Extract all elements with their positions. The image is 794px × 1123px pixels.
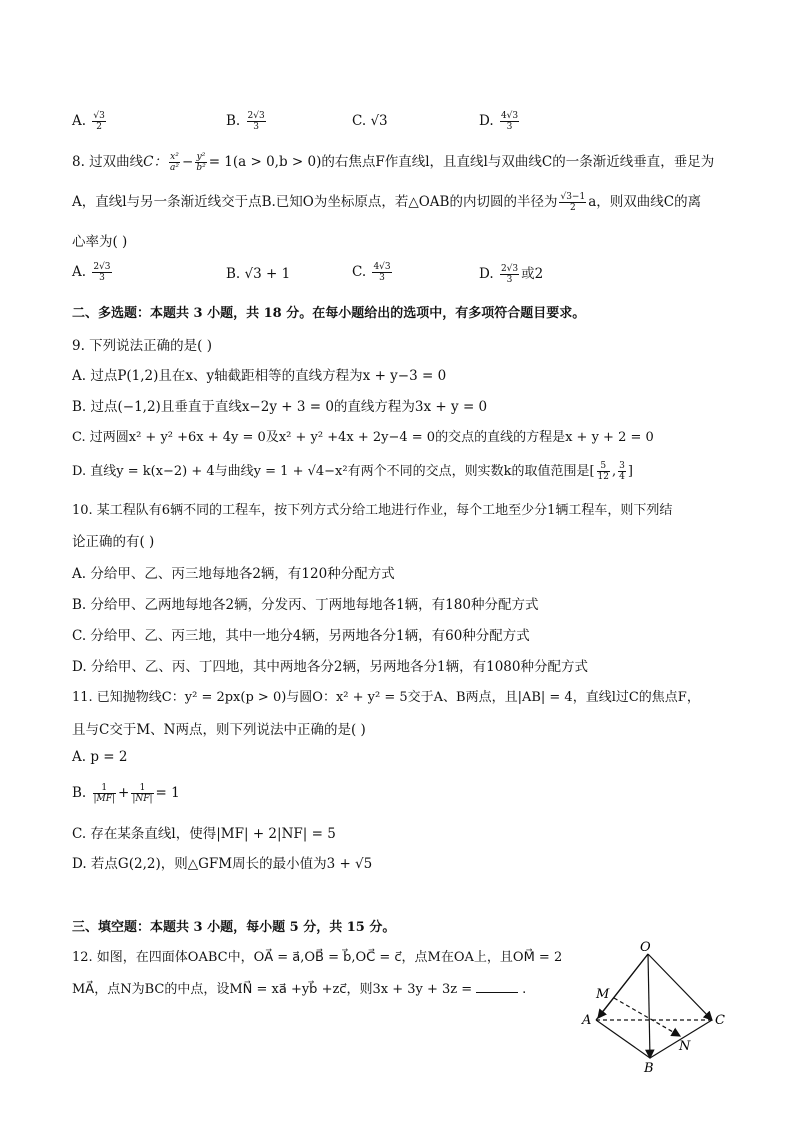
q9-option-a[interactable]: A. 过点P(1,2)且在x、y轴截距相等的直线方程为x + y−3 = 0 bbox=[72, 368, 447, 384]
tetrahedron-figure bbox=[578, 940, 750, 1075]
q8-stem-line2: A，直线l与另一条渐近线交于点B.已知O为坐标原点，若△OAB的内切圆的半径为 $\frac{√3-1}{2}$ a，则双曲线C的离 bbox=[72, 192, 702, 213]
vector-oa-arrow bbox=[598, 954, 648, 1018]
q9-option-c[interactable]: C. 过两圆x² + y² +6x + 4y = 0及x² + y² +4x + 2y−4 = 0的交点的直线的方程是x + y + 2 = 0 bbox=[72, 430, 654, 445]
q12-stem-line2: MA⃗，点N为BC的中点，设MN⃗ = xa⃗ +yb⃗ +zc⃗，则3x + 3y + 3z = . bbox=[72, 982, 527, 997]
section-2-heading: 二、多选题：本题共 3 小题，共 18 分。在每小题给出的选项中，有多项符合题目要求。 bbox=[72, 306, 586, 321]
label-o: O bbox=[640, 940, 651, 955]
section-3-heading: 三、填空题：本题共 3 小题，每小题 5 分，共 15 分。 bbox=[72, 920, 396, 935]
q7-option-b[interactable]: B. $\frac{2√3}{3}$ bbox=[226, 111, 265, 132]
q8-option-b[interactable]: B. √3 + 1 bbox=[226, 266, 291, 282]
edge-ob bbox=[648, 954, 650, 1058]
q8-option-d[interactable]: D. $\frac{2√3}{3}$ 或2 bbox=[479, 264, 544, 285]
q11-option-c[interactable]: C. 存在某条直线l，使得|MF| + 2|NF| = 5 bbox=[72, 826, 336, 842]
q8-stem-line1: 8. 过双曲线C： $\frac{\text{x²}}{\text{a²}}$ − $\frac{\text{y²}}{\text{b²}}$ = 1(a > 0,b > 0)的右焦点F作直线l，且直线l与双曲线C的一条渐近线垂直，垂足为 bbox=[72, 152, 715, 173]
q11-option-d[interactable]: D. 若点G(2,2)，则△GFM周长的最小值为3 + √5 bbox=[72, 856, 373, 872]
q10-option-c[interactable]: C. 分给甲、乙、丙三地，其中一地分4辆，另两地各分1辆，有60种分配方式 bbox=[72, 628, 530, 644]
edge-ab bbox=[596, 1020, 650, 1058]
label-a: A bbox=[582, 1013, 592, 1028]
edge-oc bbox=[648, 954, 712, 1020]
q9-stem: 9. 下列说法正确的是( ) bbox=[72, 338, 212, 354]
q11-option-a[interactable]: A. p = 2 bbox=[72, 749, 128, 765]
q11-stem-line1: 11. 已知抛物线C：y² = 2px(p > 0)与圆O：x² + y² = 5交于A、B两点，且|AB| = 4，直线l过C的焦点F， bbox=[72, 690, 700, 705]
q9-option-b[interactable]: B. 过点(−1,2)且垂直于直线x−2y + 3 = 0的直线方程为3x + y = 0 bbox=[72, 399, 488, 415]
label-c: C bbox=[715, 1013, 725, 1028]
label-n: N bbox=[679, 1039, 691, 1054]
q8-stem-line3: 心率为( ) bbox=[72, 234, 128, 250]
q12-answer-blank[interactable] bbox=[476, 992, 518, 993]
q10-stem-line1: 10. 某工程队有6辆不同的工程车，按下列方式分给工地进行作业，每个工地至少分1辆工程车，则下列结 bbox=[72, 503, 673, 518]
label-b: B bbox=[644, 1061, 654, 1075]
q10-option-b[interactable]: B. 分给甲、乙两地每地各2辆，分发丙、丁两地每地各1辆，有180种分配方式 bbox=[72, 597, 539, 613]
q7-option-d[interactable]: D. $\frac{4√3}{3}$ bbox=[479, 111, 519, 132]
q9-option-d[interactable]: D. 直线y = k(x−2) + 4与曲线y = 1 + √4−x²有两个不同的交点，则实数k的取值范围是[ $\frac{5}{12}$ , $\frac{3}{4}$ ] bbox=[72, 461, 633, 482]
segment-mn bbox=[614, 998, 680, 1036]
q12-stem-line1: 12. 如图，在四面体OABC中，OA⃗ = a⃗,OB⃗ = b⃗,OC⃗ = c⃗，点M在OA上，且OM⃗ = 2 bbox=[72, 950, 563, 965]
q10-option-a[interactable]: A. 分给甲、乙、丙三地每地各2辆，有120种分配方式 bbox=[72, 566, 395, 582]
q7-option-a[interactable]: A. $\frac{√3}{2}$ bbox=[72, 111, 105, 132]
q11-stem-line2: 且与C交于M、N两点，则下列说法中正确的是( ) bbox=[72, 722, 366, 738]
q11-option-b[interactable]: B. $\frac{1}{|MF|}$ + $\frac{1}{|NF|}$ = 1 bbox=[72, 783, 180, 804]
q10-stem-line2: 论正确的有( ) bbox=[72, 534, 155, 550]
q10-option-d[interactable]: D. 分给甲、乙、丙、丁四地，其中两地各分2辆，另两地各分1辆，有1080种分配方式 bbox=[72, 659, 588, 675]
label-m: M bbox=[596, 987, 610, 1002]
q8-option-a[interactable]: A. $\frac{2√3}{3}$ bbox=[72, 262, 111, 283]
q7-option-c[interactable]: C. √3 bbox=[352, 113, 388, 129]
q8-option-c[interactable]: C. $\frac{4√3}{3}$ bbox=[352, 262, 391, 283]
